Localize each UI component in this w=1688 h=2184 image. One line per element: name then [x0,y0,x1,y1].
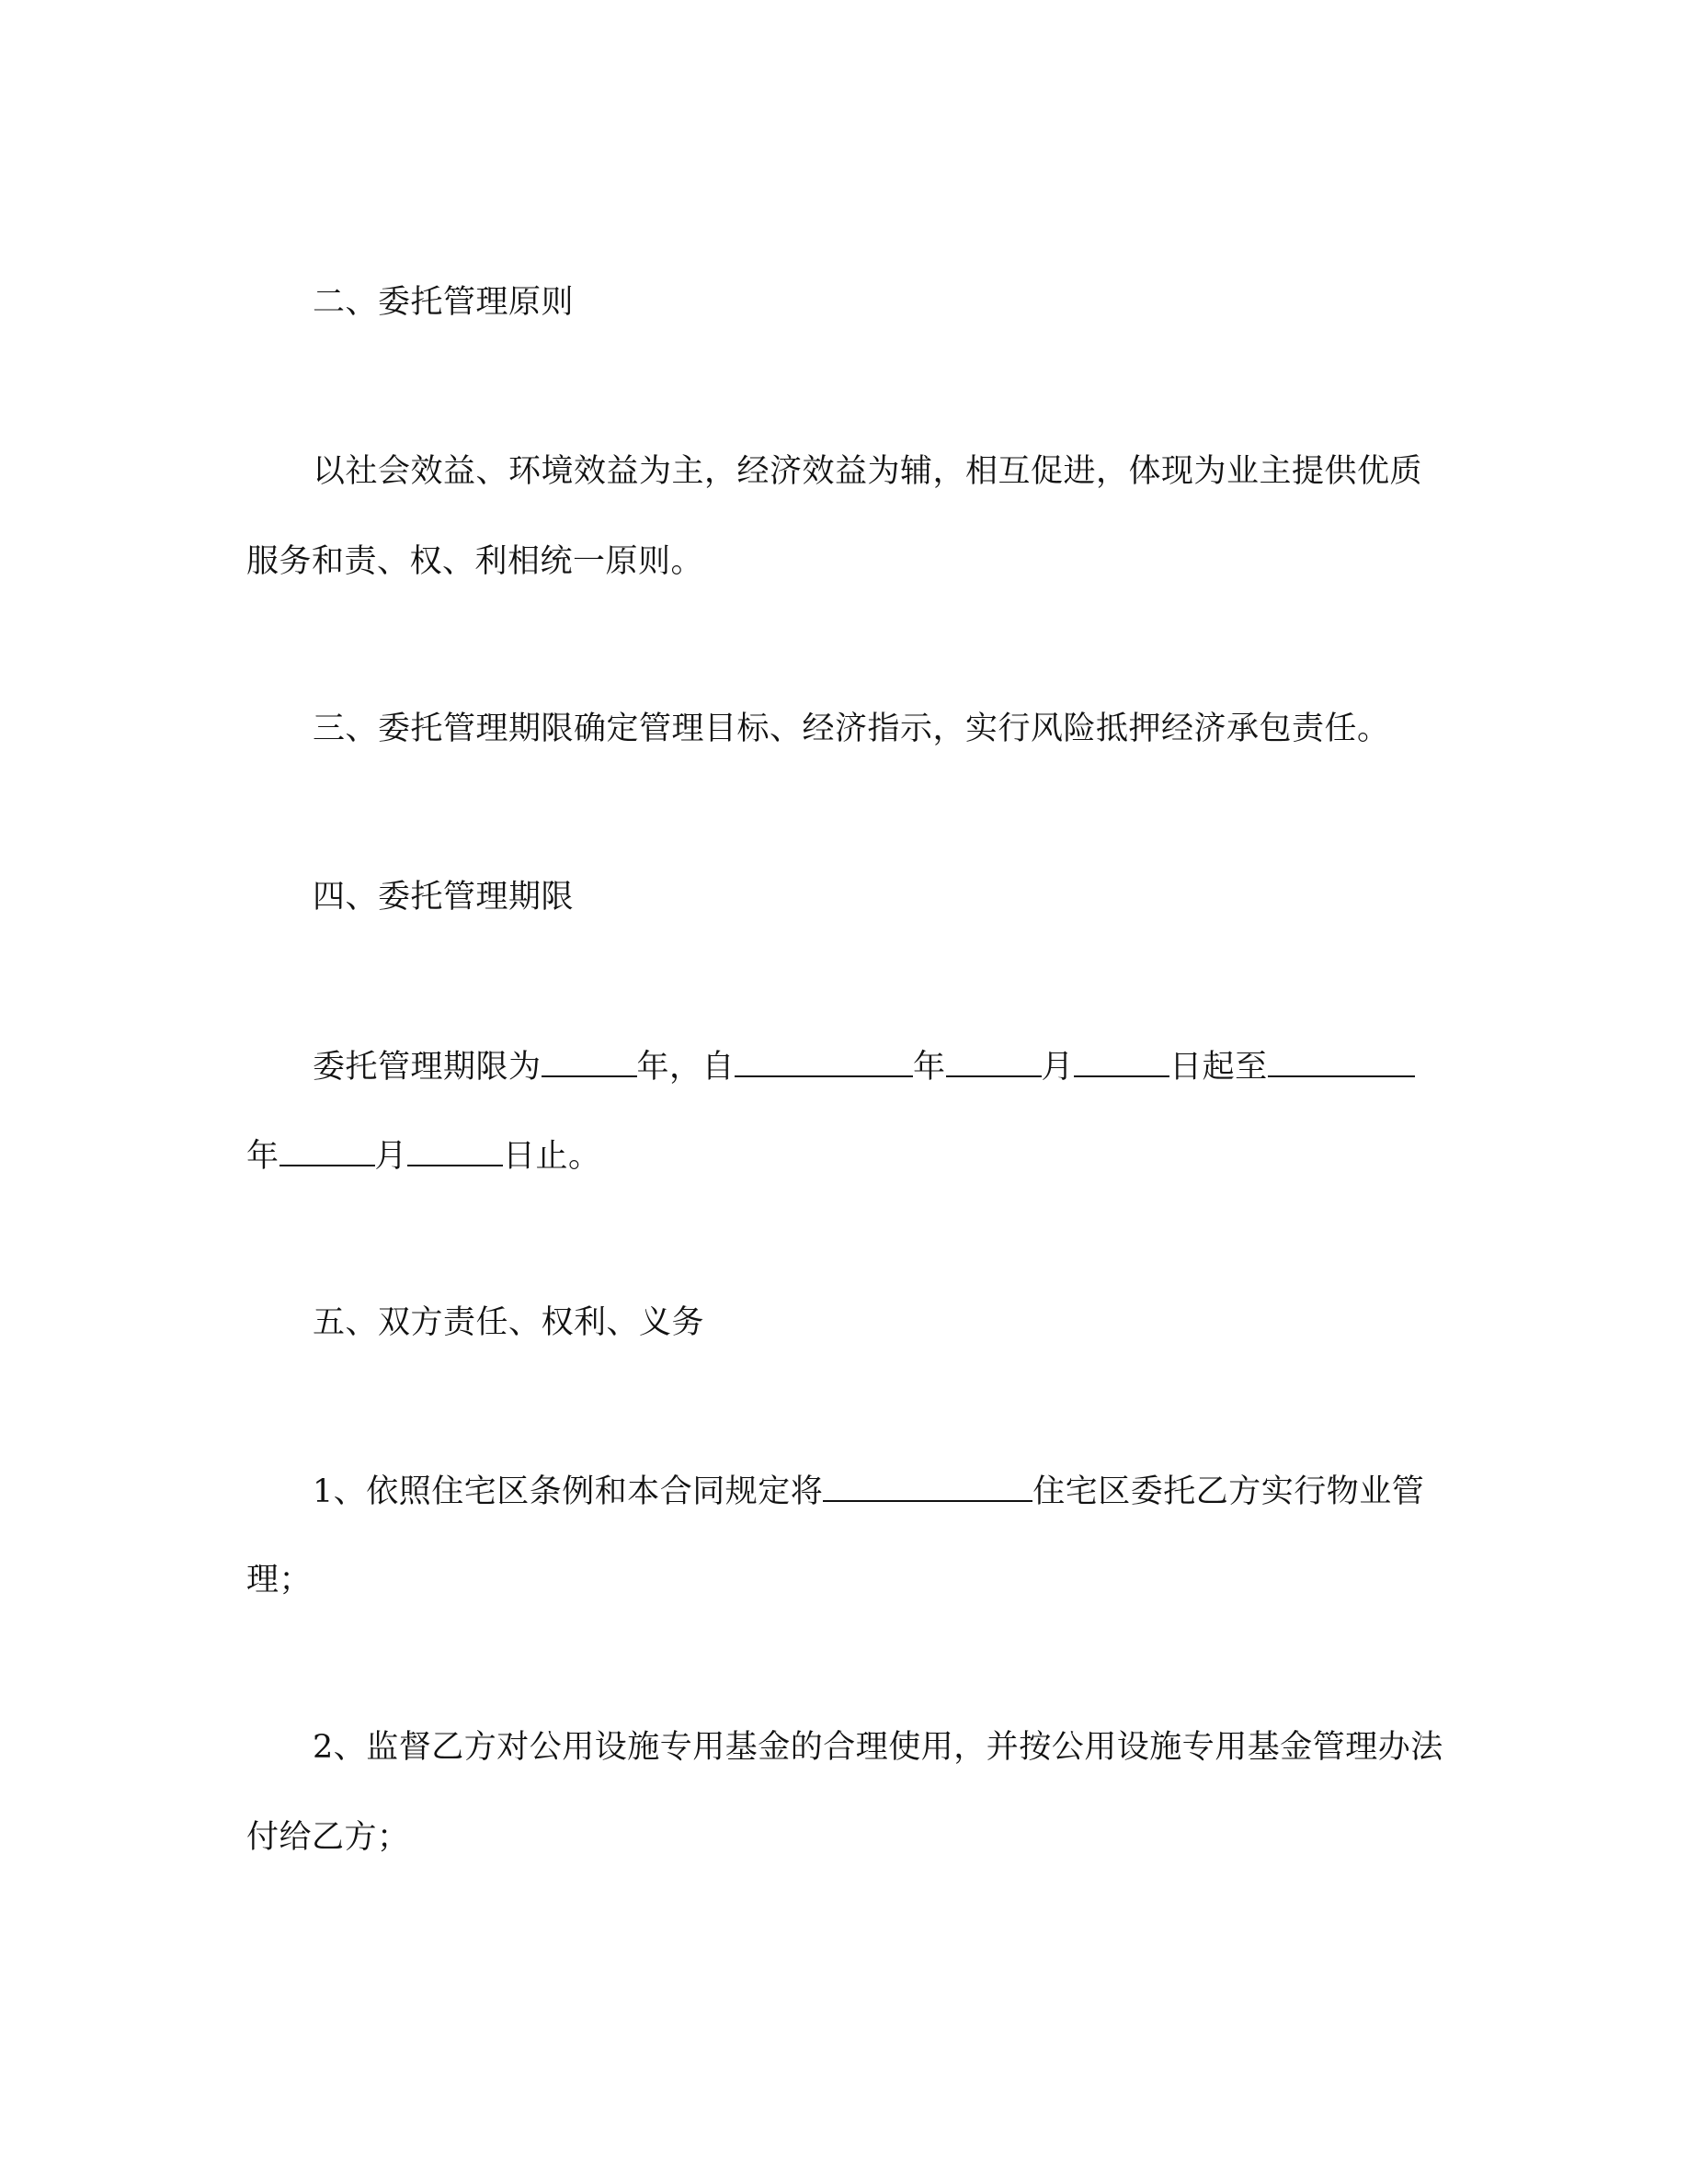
start-day-blank[interactable] [1074,1044,1169,1077]
term-line-1 [313,1044,1415,1088]
end-month-blank[interactable] [279,1133,375,1166]
end-day-blank[interactable] [407,1133,503,1166]
start-month-blank[interactable] [946,1044,1042,1077]
item-2-line-2: 付给乙方； [246,1819,410,1856]
start-day-label: 日起至 [1169,1049,1268,1086]
section-5-heading: 五、双方责任、权利、义务 [313,1304,705,1341]
start-year-label: 年 [913,1049,946,1086]
section-2-heading: 二、委托管理原则 [313,284,575,321]
years-blank[interactable] [542,1044,637,1077]
end-month-label: 月 [374,1138,408,1175]
end-day-label: 日止。 [503,1138,601,1175]
section-2-body-line-1: 以社会效益、环境效益为主，经济效益为辅，相互促进，体现为业主提供优质 [313,453,1423,490]
item-1-suffix: 住宅区委托乙方实行物业管 [1032,1473,1425,1510]
start-year-blank[interactable] [735,1044,913,1077]
item-2-line-1: 2、监督乙方对公用设施专用基金的合理使用，并按公用设施专用基金管理办法 [313,1729,1443,1766]
term-prefix: 委托管理期限为 [313,1049,542,1086]
residential-area-blank[interactable] [823,1469,1032,1502]
years-unit: 年，自 [636,1049,736,1086]
start-month-label: 月 [1041,1049,1075,1086]
end-year-blank[interactable] [1268,1044,1415,1077]
item-1-prefix: 1、依照住宅区条例和本合同规定将 [313,1473,824,1510]
item-1-line-1 [313,1469,1424,1513]
item-1-line-2: 理； [246,1562,313,1598]
section-2-body-line-2: 服务和责、权、利相统一原则。 [246,543,704,580]
section-3-heading: 三、委托管理期限确定管理目标、经济指示，实行风险抵押经济承包责任。 [313,711,1390,747]
term-line-2 [246,1133,601,1177]
section-4-heading: 四、委托管理期限 [313,879,575,916]
end-year-label: 年 [246,1138,279,1175]
